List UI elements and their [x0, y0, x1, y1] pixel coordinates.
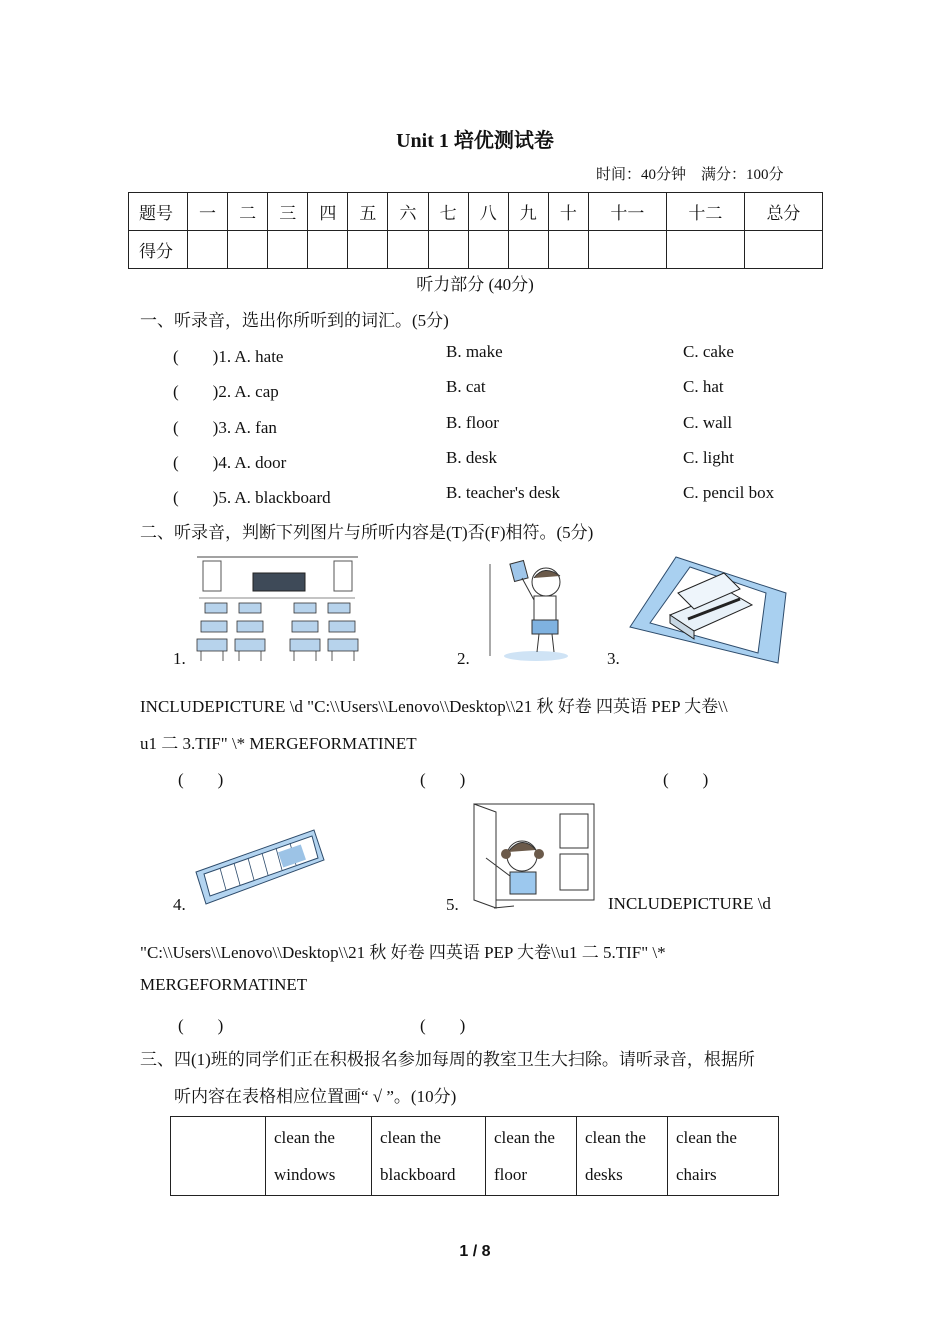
score-header-cell: 十 [548, 193, 588, 231]
score-header-cell: 总分 [744, 193, 822, 231]
picture-label-1: 1. [173, 649, 186, 668]
score-header-cell: 三 [268, 193, 308, 231]
score-cell[interactable] [348, 231, 388, 269]
answer-paren: ( ) [178, 770, 224, 789]
page-title: Unit 1 培优测试卷 [396, 130, 554, 152]
score-cell[interactable] [666, 231, 744, 269]
score-cell[interactable] [268, 231, 308, 269]
score-row-label: 得分 [129, 231, 188, 269]
s1-option-b: B. desk [446, 448, 497, 467]
score-cell[interactable] [468, 231, 508, 269]
score-header-cell: 四 [308, 193, 348, 231]
s1-option-b: B. teacher's desk [446, 483, 560, 502]
score-header-cell: 七 [428, 193, 468, 231]
s1-item-3: ( )3. A. fan [173, 418, 277, 437]
includepicture-field-2-end: MERGEFORMATINET [140, 975, 308, 994]
listening-heading: 听力部分 (40分) [416, 275, 534, 294]
score-header-cell: 八 [468, 193, 508, 231]
s1-item-2: ( )2. A. cap [173, 382, 279, 401]
answer-paren: ( ) [178, 1016, 224, 1035]
section2-heading: 二、听录音，判断下列图片与所听内容是(T)否(F)相符。(5分) [140, 523, 594, 542]
score-header-cell: 题号 [129, 193, 188, 231]
score-cell[interactable] [428, 231, 468, 269]
s1-option-c: C. cake [683, 342, 734, 361]
score-cell[interactable] [388, 231, 428, 269]
s1-option-b: B. make [446, 342, 503, 361]
picture-label-2: 2. [457, 649, 470, 668]
answer-paren: ( ) [420, 770, 466, 789]
score-cell[interactable] [188, 231, 228, 269]
score-cell[interactable] [548, 231, 588, 269]
includepicture-field-2-cont: "C:\\Users\\Lenovo\\Desktop\\21 秋 好卷 四英语 PEP 大卷\\u1 二 5.TIF" \* [140, 943, 666, 962]
section1-heading: 一、听录音，选出你所听到的词汇。(5分) [140, 311, 449, 330]
s1-option-c: C. hat [683, 377, 724, 396]
s1-option-b: B. cat [446, 377, 486, 396]
score-cell[interactable] [508, 231, 548, 269]
column-header: clean the blackboard [372, 1117, 486, 1196]
score-header-cell: 五 [348, 193, 388, 231]
cleaning-table [170, 1116, 779, 1196]
girl-window-image [470, 800, 598, 910]
score-table [128, 192, 823, 269]
blank-cell[interactable] [171, 1117, 266, 1196]
includepicture-field-1-cont: u1 二 3.TIF" \* MERGEFORMATINET [140, 734, 417, 753]
time-score-info: 时间：40分钟 满分：100分 [596, 167, 784, 183]
score-cell[interactable] [744, 231, 822, 269]
picture-label-3: 3. [607, 649, 620, 668]
s1-option-c: C. wall [683, 413, 733, 432]
score-header-cell: 九 [508, 193, 548, 231]
answer-paren: ( ) [420, 1016, 466, 1035]
column-header: clean the chairs [668, 1117, 779, 1196]
picture-label-5: 5. [446, 895, 459, 914]
section3-heading-cont: 听内容在表格相应位置画“ √ ”。(10分) [174, 1087, 457, 1106]
classroom-image [195, 553, 360, 663]
includepicture-field-2: INCLUDEPICTURE \d [608, 894, 771, 913]
pencil-box-image [628, 553, 788, 665]
column-header: clean the desks [577, 1117, 668, 1196]
score-header-cell: 一 [188, 193, 228, 231]
column-header: clean the floor [486, 1117, 577, 1196]
includepicture-field-1: INCLUDEPICTURE \d "C:\\Users\\Lenovo\\Desktop\\21 秋 好卷 四英语 PEP 大卷\\ [140, 697, 728, 716]
score-header-cell: 十二 [666, 193, 744, 231]
s1-option-b: B. floor [446, 413, 499, 432]
s1-item-5: ( )5. A. blackboard [173, 488, 331, 507]
s1-option-c: C. pencil box [683, 483, 775, 502]
picture-label-4: 4. [173, 895, 186, 914]
s1-item-1: ( )1. A. hate [173, 347, 284, 366]
s1-item-4: ( )4. A. door [173, 453, 287, 472]
section3-heading: 三、四(1)班的同学们正在积极报名参加每周的教室卫生大扫除。请听录音，根据所 [140, 1050, 755, 1069]
score-header-cell: 二 [228, 193, 268, 231]
answer-paren: ( ) [663, 770, 709, 789]
score-header-cell: 十一 [588, 193, 666, 231]
boy-cleaning-image [484, 556, 574, 662]
s1-option-c: C. light [683, 448, 735, 467]
page-number: 1 / 8 [459, 1243, 491, 1260]
score-header-cell: 六 [388, 193, 428, 231]
score-cell[interactable] [588, 231, 666, 269]
score-cell[interactable] [228, 231, 268, 269]
score-cell[interactable] [308, 231, 348, 269]
column-header: clean the windows [266, 1117, 372, 1196]
abacus-image [194, 826, 326, 908]
